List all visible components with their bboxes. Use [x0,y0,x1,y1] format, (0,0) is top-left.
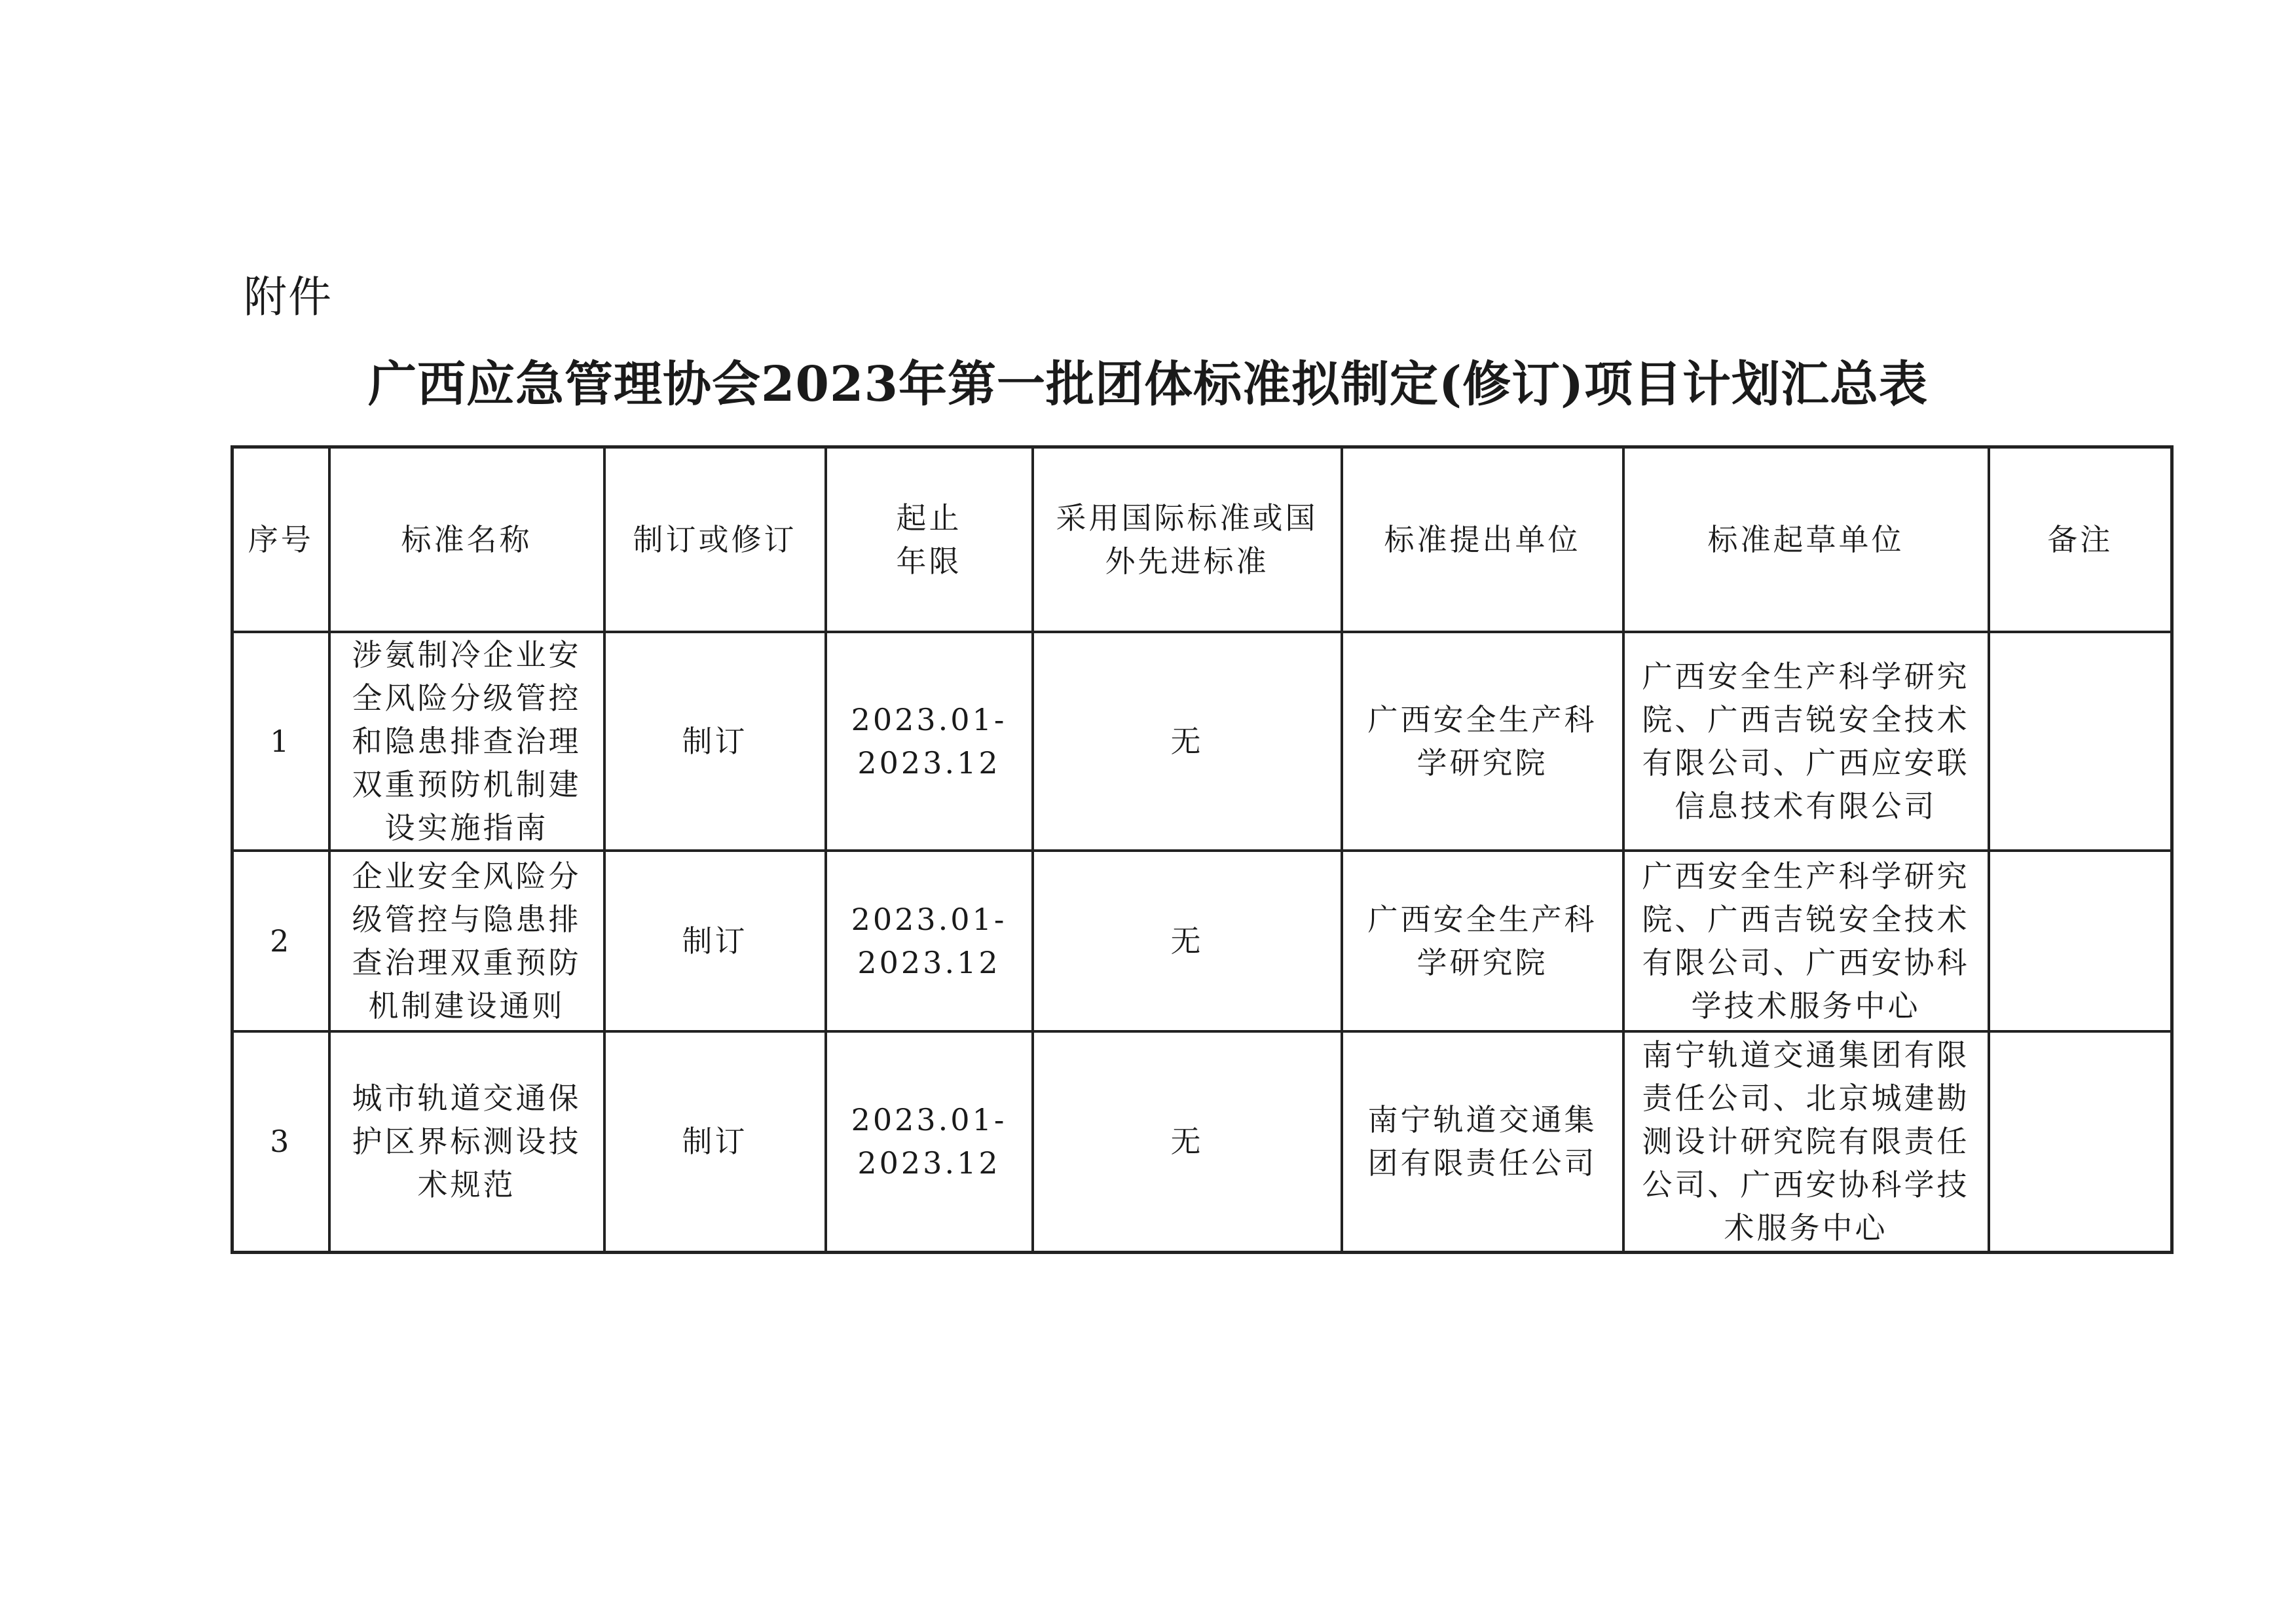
header-remark: 备注 [1989,447,2172,632]
header-no: 序号 [232,447,329,632]
table-row [232,632,2172,851]
row-period-start: 2023.01- [851,701,1007,737]
header-intl-line1: 采用国际标准或国 [1056,500,1318,536]
header-drafter: 标准起草单位 [1623,447,1989,632]
header-period [826,447,1033,632]
row-type: 制订 [604,632,826,851]
row-period-end: 2023.12 [857,745,1001,781]
row-type: 制订 [604,851,826,1031]
row-period [826,632,1033,851]
row-period [826,851,1033,1031]
table-row [232,851,2172,1031]
row-period-end: 2023.12 [857,1145,1001,1181]
row-drafter: 广西安全生产科学研究院、广西吉锐安全技术有限公司、广西应安联信息技术有限公司 [1623,632,1989,851]
row-name: 涉氨制冷企业安全风险分级管控和隐患排查治理双重预防机制建设实施指南 [329,632,604,851]
row-period-start: 2023.01- [851,901,1007,937]
row-period-end: 2023.12 [857,944,1001,980]
row-intl: 无 [1033,1031,1342,1253]
row-proposer: 广西安全生产科学研究院 [1342,851,1623,1031]
header-type: 制订或修订 [604,447,826,632]
row-remark [1989,632,2172,851]
header-period-line2: 年限 [896,543,962,579]
row-name: 城市轨道交通保护区界标测设技术规范 [329,1031,604,1253]
row-drafter: 广西安全生产科学研究院、广西吉锐安全技术有限公司、广西安协科学技术服务中心 [1623,851,1989,1031]
row-type: 制订 [604,1031,826,1253]
header-proposer: 标准提出单位 [1342,447,1623,632]
row-no: 2 [232,851,329,1031]
row-no: 1 [232,632,329,851]
row-remark [1989,851,2172,1031]
header-intl-line2: 外先进标准 [1105,543,1269,579]
row-intl: 无 [1033,632,1342,851]
row-remark [1989,1031,2172,1253]
row-drafter: 南宁轨道交通集团有限责任公司、北京城建勘测设计研究院有限责任公司、广西安协科学技术服务中心 [1623,1031,1989,1253]
row-intl: 无 [1033,851,1342,1031]
attachment-label: 附件 [244,272,333,322]
row-proposer: 南宁轨道交通集团有限责任公司 [1342,1031,1623,1253]
row-period [826,1031,1033,1253]
table-header-row [232,447,2172,632]
header-name: 标准名称 [329,447,604,632]
row-no: 3 [232,1031,329,1253]
row-period-start: 2023.01- [851,1102,1007,1138]
document-title: 广西应急管理协会2023年第一批团体标准拟制定(修订)项目计划汇总表 [368,356,1928,413]
header-intl [1033,447,1342,632]
table-row [232,1031,2172,1253]
row-proposer: 广西安全生产科学研究院 [1342,632,1623,851]
row-name: 企业安全风险分级管控与隐患排查治理双重预防机制建设通则 [329,851,604,1031]
header-period-line1: 起止 [896,500,962,536]
plan-summary-table [231,445,2174,1254]
